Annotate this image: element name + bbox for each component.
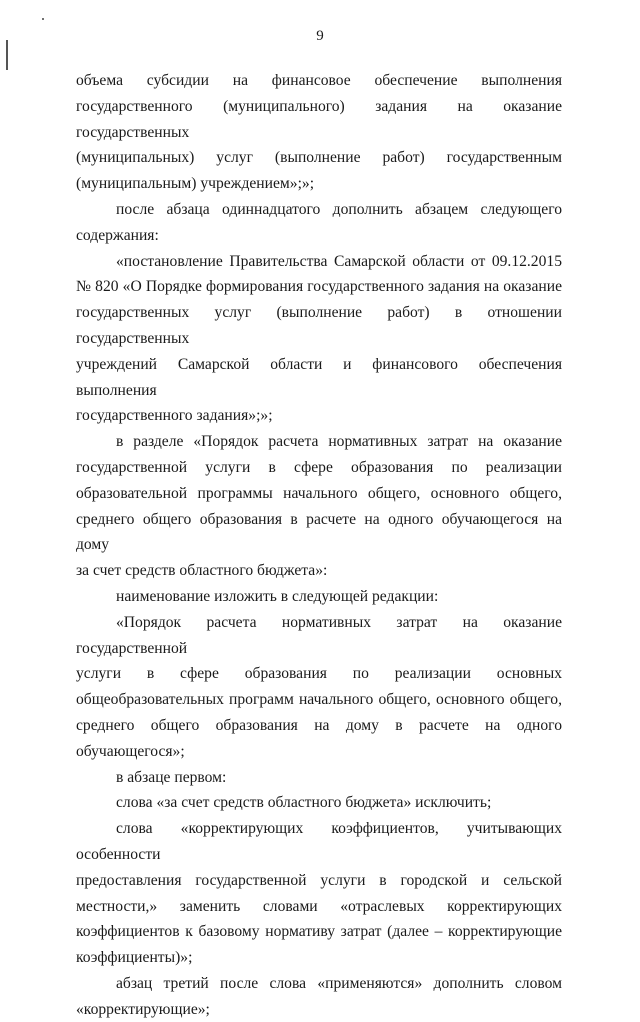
text-line: слова «корректирующих коэффициентов, учитывающих особенности xyxy=(76,820,562,863)
text-line: местности,» заменить словами «отраслевых корректирующих xyxy=(76,897,562,915)
text-line: в разделе «Порядок расчета нормативных затрат на оказание xyxy=(116,433,562,451)
text-line: среднего общего образования на дому в расчете на одного обучающегося»; xyxy=(76,716,562,760)
text-line: «постановление Правительства Самарской области от 09.12.2015 xyxy=(116,252,562,270)
text-line: государственных услуг (выполнение работ) в отношении государственных xyxy=(76,304,562,347)
text-line: наименование изложить в следующей редакции: xyxy=(116,587,439,605)
text-line: коэффициентов к базовому нормативу затрат (далее – корректирующие xyxy=(76,923,562,941)
text-line: «корректирующие»; xyxy=(76,1000,210,1018)
text-line: общеобразовательных программ начального общего, основного общего, xyxy=(76,691,562,709)
text-line: № 820 «О Порядке формирования государственного задания на оказание xyxy=(76,278,562,296)
text-line: государственного задания»;»; xyxy=(76,407,273,425)
text-line: абзац третий после слова «применяются» дополнить словом xyxy=(116,974,562,992)
page-number: 9 xyxy=(316,28,324,44)
text-line: объема субсидии на финансовое обеспечение выполнения xyxy=(76,72,562,89)
text-line: (муниципальным) учреждением»;»; xyxy=(76,175,315,193)
text-line: образовательной программы начального общего, основного общего, xyxy=(76,484,562,502)
scan-speck xyxy=(42,18,44,20)
text-line: предоставления государственной услуги в городской и сельской xyxy=(76,871,562,889)
text-line: среднего общего образования в расчете на одного обучающегося на дому xyxy=(76,510,562,554)
text-line: коэффициенты)»; xyxy=(76,949,193,967)
text-line: за счет средств областного бюджета»: xyxy=(76,562,328,580)
document-body xyxy=(76,68,562,1022)
text-line: в абзаце первом: xyxy=(116,768,227,786)
text-line: «Порядок расчета нормативных затрат на оказание государственной xyxy=(76,613,562,657)
text-line: слова «за счет средств областного бюджета» исключить; xyxy=(116,794,492,812)
text-line: (муниципальных) услуг (выполнение работ) государственным xyxy=(76,149,562,167)
text-line: государственной услуги в сфере образования по реализации xyxy=(76,458,562,476)
text-line: учреждений Самарской области и финансового обеспечения выполнения xyxy=(76,355,562,399)
text-line: услуги в сфере образования по реализации основных xyxy=(76,665,562,683)
text-line: после абзаца одиннадцатого дополнить абзацем следующего xyxy=(116,200,562,218)
text-line: содержания: xyxy=(76,226,159,244)
text-line: государственного (муниципального) задания на оказание государственных xyxy=(76,97,562,141)
